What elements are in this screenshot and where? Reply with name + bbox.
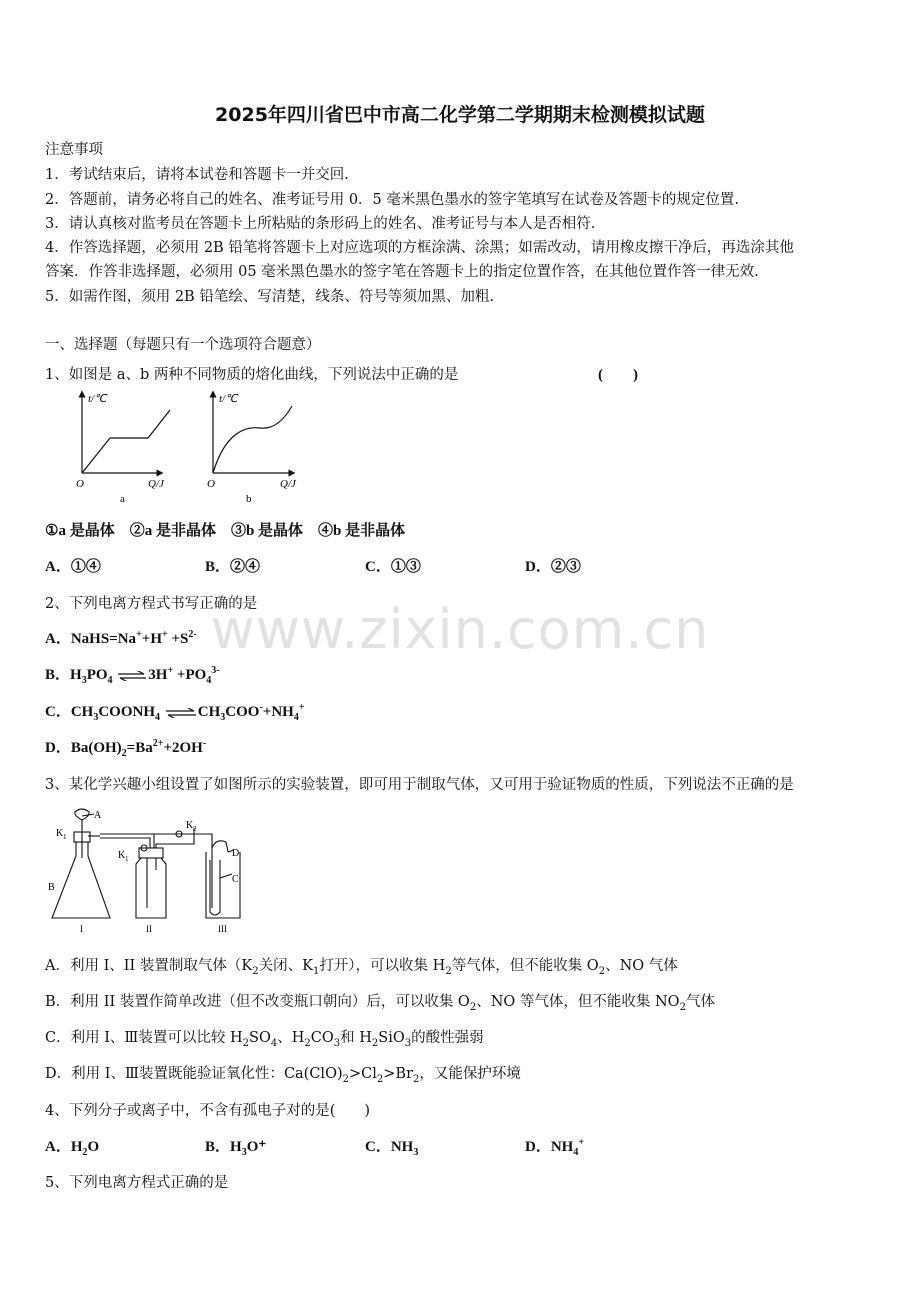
graph-b-xlabel: Q/J — [280, 478, 296, 490]
notice-item-2: 2．答题前，请务必将自己的姓名、准考证号用 0．5 毫米黑色墨水的签字笔填写在试卷及答题卡的规定位置. — [45, 192, 739, 208]
graph-b-label: b — [246, 493, 252, 505]
q3-option-c: C．利用 I、Ⅲ装置可以比较 $H_2SO_4$、$H_2CO_3$和 $H_2SiO_3$的酸性强弱 — [45, 1030, 484, 1049]
q2-option-a: A．NaHS=Na++H+ $+S^{2-}$ — [45, 629, 197, 647]
label-k1-ii-sub: 1 — [125, 855, 129, 863]
graph-b-origin: O — [207, 478, 215, 490]
graph-b-ylabel: t/℃ — [219, 393, 238, 405]
graph-a-origin: O — [76, 478, 84, 490]
q3-option-a: A．利用 I、II 装置制取气体（$K_2$关闭、$K_1$打开），可以收集 $H_2$等气体，但不能收集 $O_2$、NO 气体 — [45, 958, 678, 977]
q1-answer-paren: ( ) — [598, 367, 638, 383]
label-k1-ii: K — [118, 850, 126, 861]
tube-ii-iii — [154, 834, 212, 848]
graph-a-curve — [82, 410, 170, 473]
q3-option-d: D．利用 I、Ⅲ装置既能验证氧化性：$Ca(ClO)_2>Cl_2>Br_2$，又能保护环境 — [45, 1066, 521, 1085]
notice-heading: 注意事项 — [45, 142, 103, 158]
q4-option-d: D．$NH_4^+$ — [525, 1137, 585, 1158]
q1-statements: ①a 是晶体 ②a 是非晶体 ③b 是晶体 ④b 是非晶体 — [45, 523, 406, 539]
label-k2-sub: 2 — [193, 825, 197, 833]
q2-option-c: C．$CH_3COONH_4$ $CH_3COO^-+NH_4^+$ — [45, 702, 305, 723]
notice-item-5: 5．如需作图，须用 2B 铅笔绘、写清楚，线条、符号等须加黑、加粗. — [45, 289, 494, 305]
q5-stem: 5、下列电离方程式正确的是 — [45, 1175, 229, 1191]
equilibrium-arrow — [117, 671, 147, 681]
q4-option-c: C．$NH_3$ — [365, 1139, 419, 1158]
q1-option-d: D．②③ — [525, 559, 581, 575]
label-iii: III — [218, 924, 227, 934]
q1-stem: 1、如图是 a、b 两种不同物质的熔化曲线，下列说法中正确的是 — [45, 367, 459, 383]
q4-stem: 4、下列分子或离子中，不含有孤电子对的是( ) — [45, 1103, 371, 1119]
flask-b — [52, 842, 110, 918]
beaker-iii — [206, 852, 240, 918]
notice-item-4: 4．作答选择题，必须用 2B 铅笔将答题卡上对应选项的方框涂满、涂黑；如需改动，请用橡皮擦干净后，再选涂其他 — [45, 240, 794, 256]
label-a: A — [94, 810, 102, 821]
label-k2: K — [186, 820, 194, 831]
q4-option-a: A．$H_2O$ — [45, 1139, 100, 1158]
graph-a-xlabel: Q/J — [148, 478, 164, 490]
graph-a — [76, 393, 170, 505]
q3-option-b: B．利用 II 装置作简单改进（但不改变瓶口朝向）后，可以收集 $O_2$、NO 等气体，但不能收集 $NO_2$气体 — [45, 994, 715, 1013]
q1-option-c: C．①③ — [365, 559, 421, 575]
graph-b — [207, 393, 297, 505]
label-ii: II — [146, 924, 152, 934]
label-b: B — [48, 882, 55, 893]
q1-option-a: A．①④ — [45, 559, 101, 575]
label-c: C — [232, 874, 239, 885]
q2-stem: 2、下列电离方程式书写正确的是 — [45, 596, 258, 612]
label-k1-i-sub: 1 — [63, 833, 67, 841]
section-heading: 一、选择题（每题只有一个选项符合题意） — [45, 337, 321, 353]
q2-option-b: B．$H_3PO_4$ $3H^+ +PO_4^{3-}$ — [45, 665, 220, 686]
watermark: www.zixin.com.cn — [210, 598, 710, 661]
bulb-d — [212, 841, 228, 852]
stopper-ii — [139, 848, 163, 858]
page-title: 2025年四川省巴中市高二化学第二学期期末检测模拟试题 — [215, 104, 705, 126]
bottle-ii — [136, 858, 166, 918]
q3-apparatus — [44, 808, 254, 936]
label-i: I — [80, 924, 83, 934]
graph-a-ylabel: t/℃ — [88, 393, 107, 405]
notice-item-3: 3．请认真核对监考员在答题卡上所粘贴的条形码上的姓名、准考证号与本人是否相符. — [45, 216, 596, 232]
label-k1-i: K — [56, 828, 64, 839]
q3-stem: 3、某化学兴趣小组设置了如图所示的实验装置，即可用于制取气体，又可用于验证物质的性质，下列说法不正确的是 — [45, 777, 794, 793]
notice-item-1: 1．考试结束后，请将本试卷和答题卡一并交回. — [45, 167, 349, 183]
q4-option-b: B．$H_3O^+$ — [205, 1139, 267, 1158]
q2-option-d: D．$Ba(OH)_2=Ba^{2+}+2OH^-$ — [45, 738, 207, 759]
graph-a-label: a — [120, 493, 125, 505]
q1-melting-curves — [60, 388, 320, 508]
q1-option-b: B．②④ — [205, 559, 261, 575]
graph-b-curve — [213, 406, 292, 473]
equilibrium-arrow — [165, 708, 197, 718]
label-d: D — [232, 848, 240, 859]
separatory-funnel-a — [75, 809, 89, 830]
notice-item-4-cont: 答案．作答非选择题，必须用 05 毫米黑色墨水的签字笔在答题卡上的指定位置作答，在其他位置作答一律无效. — [45, 264, 759, 280]
